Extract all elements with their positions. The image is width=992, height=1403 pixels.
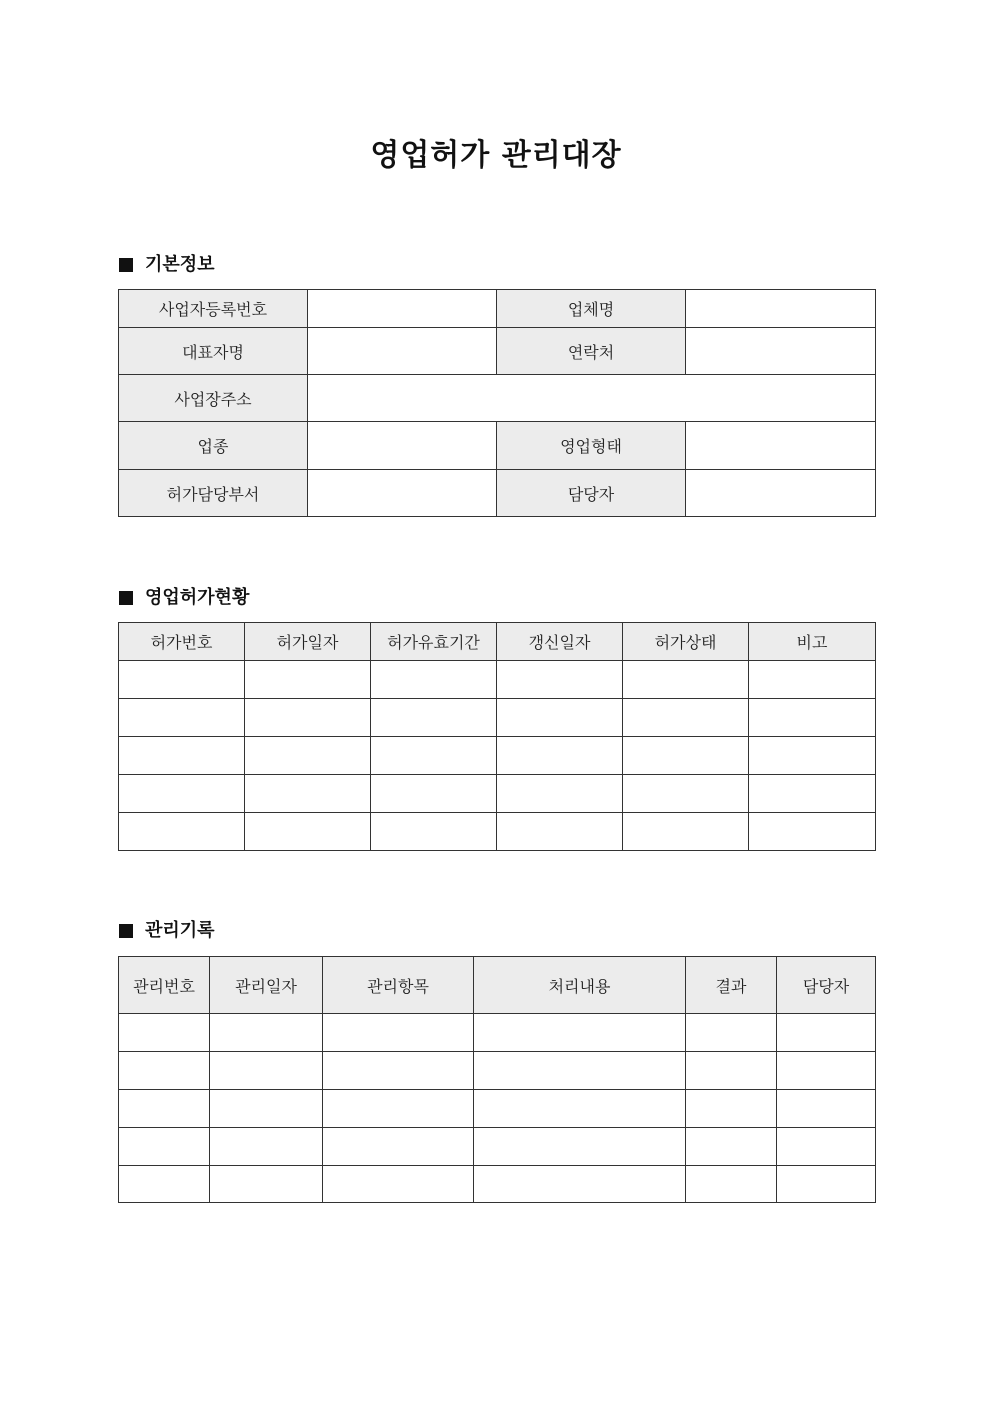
- table-cell[interactable]: [323, 1014, 474, 1052]
- col-header-remarks: 비고: [749, 623, 876, 661]
- table-cell[interactable]: [210, 1052, 323, 1090]
- table-cell[interactable]: [245, 775, 371, 813]
- table-cell[interactable]: [119, 1128, 210, 1166]
- address-field[interactable]: [308, 375, 876, 422]
- table-cell[interactable]: [474, 1090, 686, 1128]
- representative-label: 대표자명: [119, 328, 308, 375]
- table-cell[interactable]: [497, 661, 623, 699]
- permit-status-heading-text: 영업허가현황: [145, 587, 250, 608]
- business-reg-no-field[interactable]: [308, 290, 497, 328]
- table-cell[interactable]: [749, 661, 876, 699]
- table-cell[interactable]: [119, 813, 245, 851]
- table-cell[interactable]: [497, 775, 623, 813]
- permit-dept-field[interactable]: [308, 470, 497, 517]
- basic-info-table: [118, 289, 876, 517]
- square-bullet-icon: [119, 258, 133, 272]
- table-cell[interactable]: [777, 1052, 876, 1090]
- col-header-permit-validity: 허가유효기간: [371, 623, 497, 661]
- col-header-renewal-date: 갱신일자: [497, 623, 623, 661]
- col-header-permit-date: 허가일자: [245, 623, 371, 661]
- table-row: [119, 661, 876, 699]
- table-cell[interactable]: [210, 1014, 323, 1052]
- management-record-table: [118, 956, 876, 1203]
- table-cell[interactable]: [686, 1090, 777, 1128]
- contact-field[interactable]: [686, 328, 876, 375]
- table-cell[interactable]: [497, 737, 623, 775]
- col-header-record-item: 관리항목: [323, 957, 474, 1014]
- representative-field[interactable]: [308, 328, 497, 375]
- table-header-row: [119, 957, 876, 1014]
- management-record-heading-text: 관리기록: [145, 920, 215, 941]
- table-header-row: [119, 623, 876, 661]
- permit-status-heading: [119, 586, 249, 610]
- table-cell[interactable]: [245, 813, 371, 851]
- table-row: [119, 328, 876, 375]
- col-header-record-no: 관리번호: [119, 957, 210, 1014]
- table-cell[interactable]: [210, 1166, 323, 1203]
- table-cell[interactable]: [245, 737, 371, 775]
- management-record-heading: [119, 919, 215, 943]
- table-cell[interactable]: [749, 775, 876, 813]
- table-cell[interactable]: [686, 1166, 777, 1203]
- col-header-result: 결과: [686, 957, 777, 1014]
- page-title: 영업허가 관리대장: [370, 138, 622, 173]
- table-cell[interactable]: [119, 1014, 210, 1052]
- company-name-label: 업체명: [497, 290, 686, 328]
- address-label: 사업장주소: [119, 375, 308, 422]
- table-cell[interactable]: [371, 699, 497, 737]
- table-cell[interactable]: [474, 1052, 686, 1090]
- table-row: [119, 813, 876, 851]
- table-cell[interactable]: [119, 661, 245, 699]
- table-row: [119, 290, 876, 328]
- table-cell[interactable]: [371, 775, 497, 813]
- table-cell[interactable]: [323, 1052, 474, 1090]
- manager-field[interactable]: [686, 470, 876, 517]
- table-cell[interactable]: [749, 699, 876, 737]
- table-cell[interactable]: [777, 1014, 876, 1052]
- table-cell[interactable]: [686, 1014, 777, 1052]
- table-cell[interactable]: [686, 1128, 777, 1166]
- table-cell[interactable]: [497, 699, 623, 737]
- table-row: [119, 737, 876, 775]
- table-cell[interactable]: [119, 1052, 210, 1090]
- table-cell[interactable]: [323, 1166, 474, 1203]
- permit-status-table: [118, 622, 876, 851]
- table-cell[interactable]: [371, 813, 497, 851]
- table-row: [119, 699, 876, 737]
- col-header-permit-status: 허가상태: [623, 623, 749, 661]
- table-cell[interactable]: [371, 737, 497, 775]
- table-row: [119, 422, 876, 470]
- table-cell[interactable]: [497, 813, 623, 851]
- business-type-field[interactable]: [686, 422, 876, 470]
- basic-info-heading: [119, 253, 215, 277]
- table-cell[interactable]: [777, 1166, 876, 1203]
- table-cell[interactable]: [245, 661, 371, 699]
- table-cell[interactable]: [749, 813, 876, 851]
- square-bullet-icon: [119, 924, 133, 938]
- table-cell[interactable]: [371, 661, 497, 699]
- table-cell[interactable]: [474, 1166, 686, 1203]
- table-row: [119, 1014, 876, 1052]
- table-cell[interactable]: [686, 1052, 777, 1090]
- industry-field[interactable]: [308, 422, 497, 470]
- table-cell[interactable]: [777, 1128, 876, 1166]
- table-row: [119, 1052, 876, 1090]
- col-header-process-detail: 처리내용: [474, 957, 686, 1014]
- col-header-record-date: 관리일자: [210, 957, 323, 1014]
- table-cell[interactable]: [210, 1128, 323, 1166]
- table-row: [119, 470, 876, 517]
- table-cell[interactable]: [119, 1090, 210, 1128]
- business-reg-no-label: 사업자등록번호: [119, 290, 308, 328]
- square-bullet-icon: [119, 591, 133, 605]
- col-header-manager: 담당자: [777, 957, 876, 1014]
- table-cell[interactable]: [323, 1128, 474, 1166]
- company-name-field[interactable]: [686, 290, 876, 328]
- table-cell[interactable]: [210, 1090, 323, 1128]
- table-cell[interactable]: [119, 775, 245, 813]
- table-cell[interactable]: [119, 699, 245, 737]
- table-cell[interactable]: [623, 813, 749, 851]
- contact-label: 연락처: [497, 328, 686, 375]
- table-cell[interactable]: [749, 737, 876, 775]
- table-cell[interactable]: [623, 661, 749, 699]
- table-cell[interactable]: [245, 699, 371, 737]
- table-cell[interactable]: [474, 1128, 686, 1166]
- table-row: [119, 775, 876, 813]
- table-cell[interactable]: [777, 1090, 876, 1128]
- table-cell[interactable]: [119, 737, 245, 775]
- table-cell[interactable]: [323, 1090, 474, 1128]
- table-cell[interactable]: [474, 1014, 686, 1052]
- table-row: [119, 1090, 876, 1128]
- table-cell[interactable]: [119, 1166, 210, 1203]
- table-cell[interactable]: [623, 737, 749, 775]
- basic-info-heading-text: 기본정보: [145, 254, 215, 275]
- business-type-label: 영업형태: [497, 422, 686, 470]
- permit-dept-label: 허가담당부서: [119, 470, 308, 517]
- industry-label: 업종: [119, 422, 308, 470]
- table-row: [119, 1128, 876, 1166]
- manager-label: 담당자: [497, 470, 686, 517]
- col-header-permit-no: 허가번호: [119, 623, 245, 661]
- table-cell[interactable]: [623, 775, 749, 813]
- table-row: [119, 1166, 876, 1203]
- table-row: [119, 375, 876, 422]
- table-cell[interactable]: [623, 699, 749, 737]
